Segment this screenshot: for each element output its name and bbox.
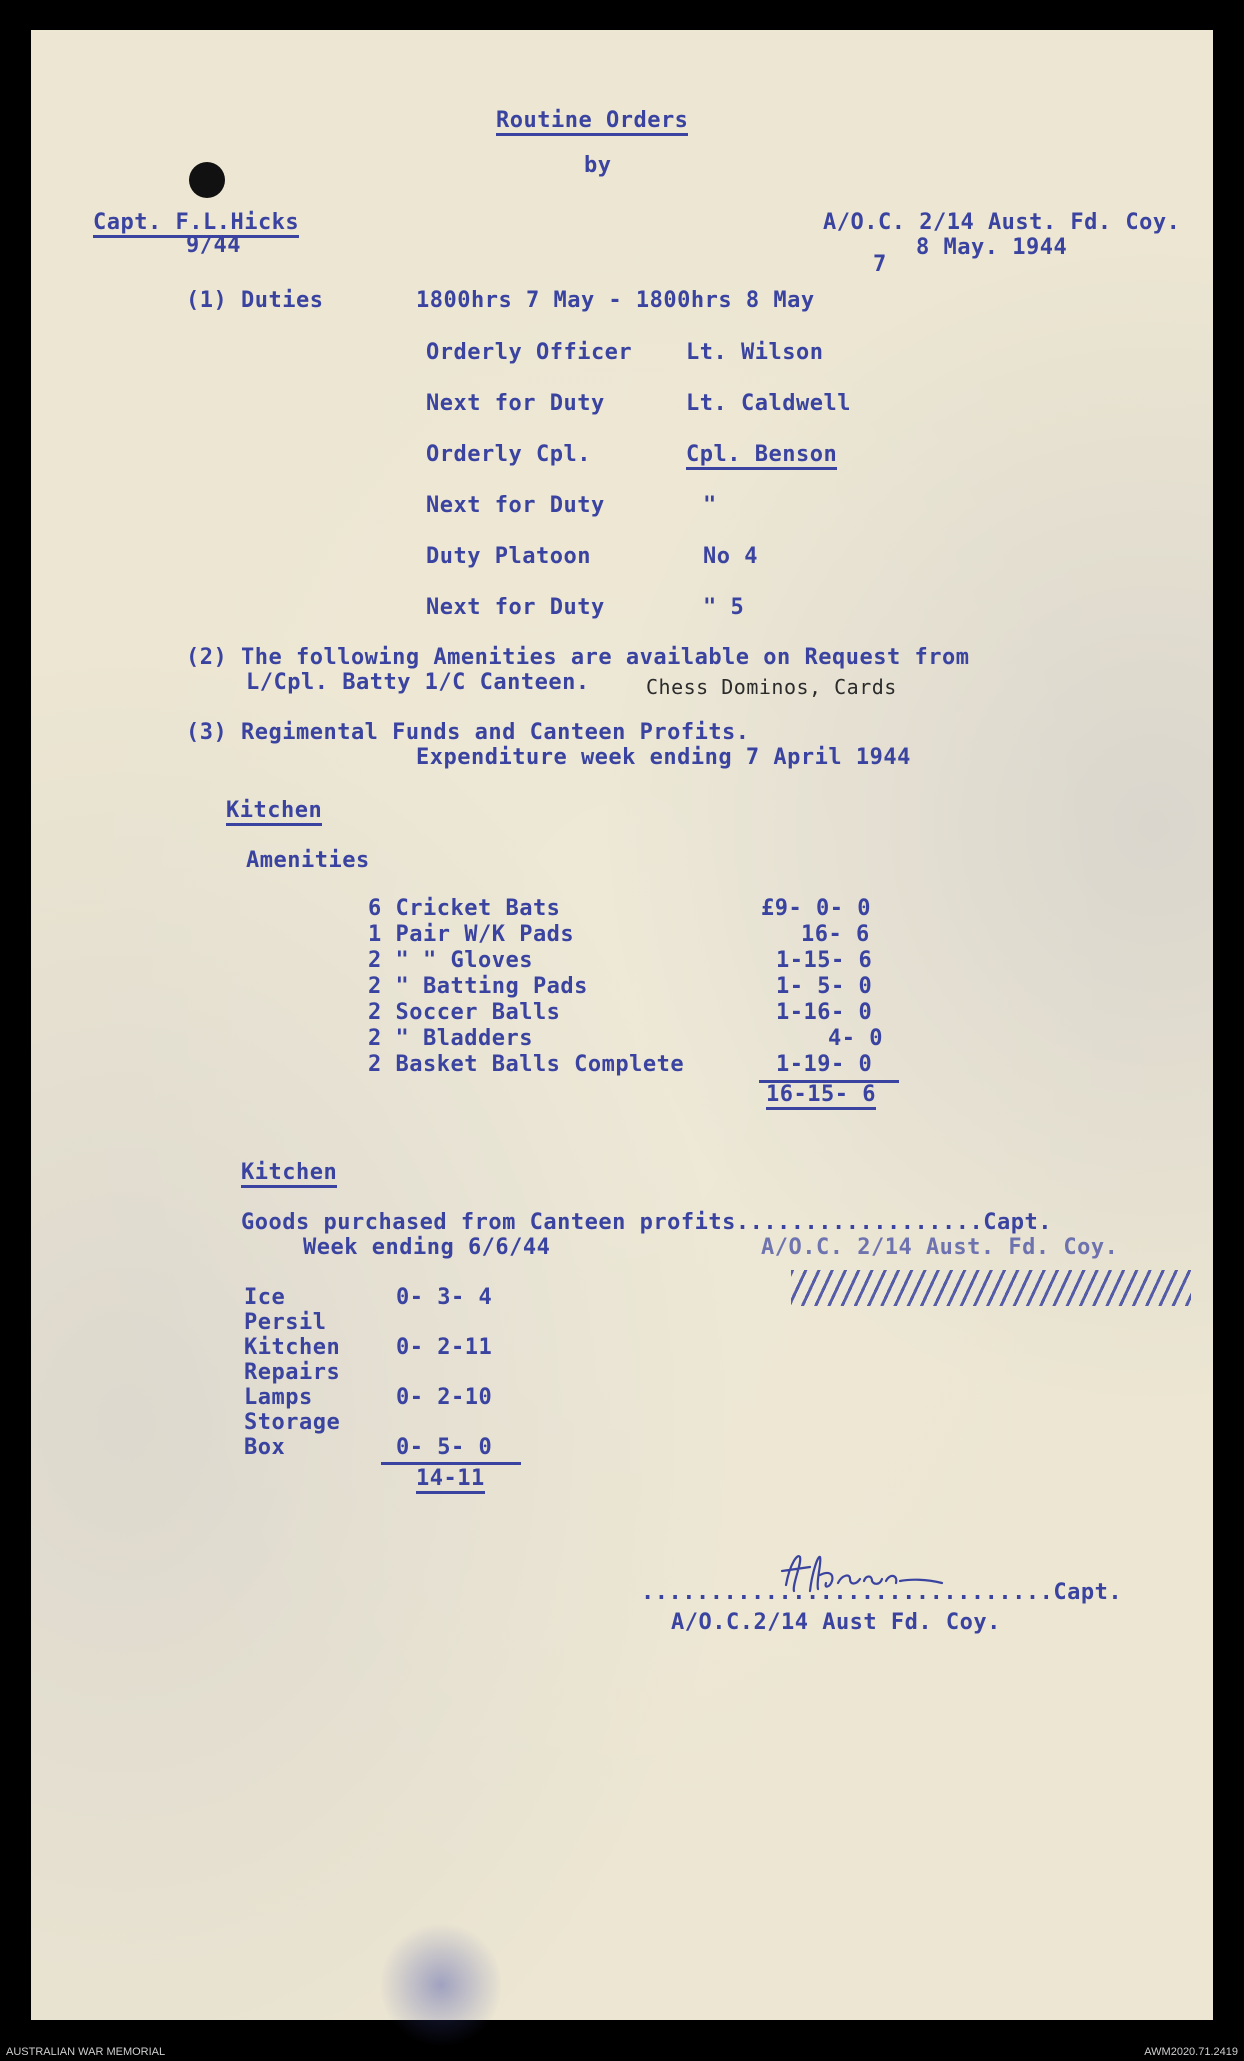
duty-role: Next for Duty — [426, 391, 605, 416]
item-desc: Ice — [244, 1285, 286, 1310]
goods-line1: Goods purchased from Canteen profits..................Capt. — [241, 1210, 1052, 1235]
item-cost: 1-19- 0 — [776, 1052, 873, 1077]
item-cost: £9- 0- 0 — [761, 896, 871, 921]
document-page — [31, 30, 1213, 2020]
duty-role: Next for Duty — [426, 595, 605, 620]
order-number: 9/44 — [186, 233, 241, 258]
item-cost: 1- 5- 0 — [776, 974, 873, 999]
section-total: 14-11 — [416, 1466, 485, 1494]
date-correction: 7 — [873, 252, 887, 277]
item-cost: 4- 0 — [828, 1026, 883, 1051]
goods-line2: Week ending 6/6/44 — [303, 1235, 551, 1260]
item-desc: 1 Pair W/K Pads — [368, 922, 575, 947]
duty-name: Lt. Wilson — [686, 340, 824, 365]
duty-role: Orderly Cpl. — [426, 442, 591, 467]
item-desc: 6 Cricket Bats — [368, 896, 561, 921]
section-heading: Kitchen — [226, 798, 322, 826]
item-desc: Storage — [244, 1410, 341, 1435]
duties-period: 1800hrs 7 May - 1800hrs 8 May — [416, 288, 815, 313]
item-desc: Lamps — [244, 1385, 313, 1410]
signature-line: ..............................Capt. — [641, 1580, 1123, 1605]
struck-unit-line: A/O.C. 2/14 Aust. Fd. Coy. — [761, 1235, 1119, 1260]
footer-accession-number: AWM2020.71.2419 — [1144, 2046, 1238, 2058]
total-rule — [381, 1462, 521, 1465]
section-subheading: Amenities — [246, 848, 370, 873]
item-desc: Persil — [244, 1310, 327, 1335]
item-desc: Repairs — [244, 1360, 341, 1385]
by-line: by — [584, 153, 612, 178]
typed-addition: Chess Dominos, Cards — [646, 675, 897, 699]
unit-name: A/O.C. 2/14 Aust. Fd. Coy. — [823, 210, 1181, 235]
item-desc: 2 " " Gloves — [368, 948, 533, 973]
item-cost: 1-15- 6 — [776, 948, 873, 973]
ink-smudge — [381, 1920, 501, 2050]
document-title: Routine Orders — [496, 108, 688, 136]
item-cost: 0- 3- 4 — [396, 1285, 493, 1310]
footer-credit: AUSTRALIAN WAR MEMORIAL — [6, 2046, 166, 2058]
item-desc: 2 " Batting Pads — [368, 974, 588, 999]
duty-name: Cpl. Benson — [686, 442, 837, 470]
item-desc: 2 Basket Balls Complete — [368, 1052, 685, 1077]
duty-role: Duty Platoon — [426, 544, 591, 569]
item-desc: Kitchen — [244, 1335, 341, 1360]
amenities-notice-line1: (2) The following Amenities are available on Request from — [186, 645, 970, 670]
order-date: 8 May. 1944 — [916, 235, 1068, 260]
amenities-notice-line2: L/Cpl. Batty 1/C Canteen. — [246, 670, 590, 695]
strike-through-hatching — [791, 1270, 1191, 1306]
funds-line2: Expenditure week ending 7 April 1944 — [416, 745, 911, 770]
item-cost: 0- 2-11 — [396, 1335, 493, 1360]
item-desc: Box — [244, 1435, 286, 1460]
section-total: 16-15- 6 — [766, 1082, 876, 1110]
duty-name: No 4 — [703, 544, 758, 569]
item-cost: 0- 5- 0 — [396, 1435, 493, 1460]
duty-name: Lt. Caldwell — [686, 391, 851, 416]
duties-label: (1) Duties — [186, 288, 324, 313]
item-cost: 0- 2-10 — [396, 1385, 493, 1410]
duty-role: Next for Duty — [426, 493, 605, 518]
item-desc: 2 " Bladders — [368, 1026, 533, 1051]
duty-name: " 5 — [703, 595, 745, 620]
item-cost: 16- 6 — [801, 922, 870, 947]
punch-hole — [189, 162, 225, 198]
item-desc: 2 Soccer Balls — [368, 1000, 561, 1025]
captain-name: Capt. F.L.Hicks — [93, 210, 299, 238]
signature-unit: A/O.C.2/14 Aust Fd. Coy. — [671, 1610, 1001, 1635]
funds-line1: (3) Regimental Funds and Canteen Profits. — [186, 720, 750, 745]
duty-role: Orderly Officer — [426, 340, 633, 365]
item-cost: 1-16- 0 — [776, 1000, 873, 1025]
section-heading: Kitchen — [241, 1160, 337, 1188]
duty-name: " — [703, 493, 717, 518]
